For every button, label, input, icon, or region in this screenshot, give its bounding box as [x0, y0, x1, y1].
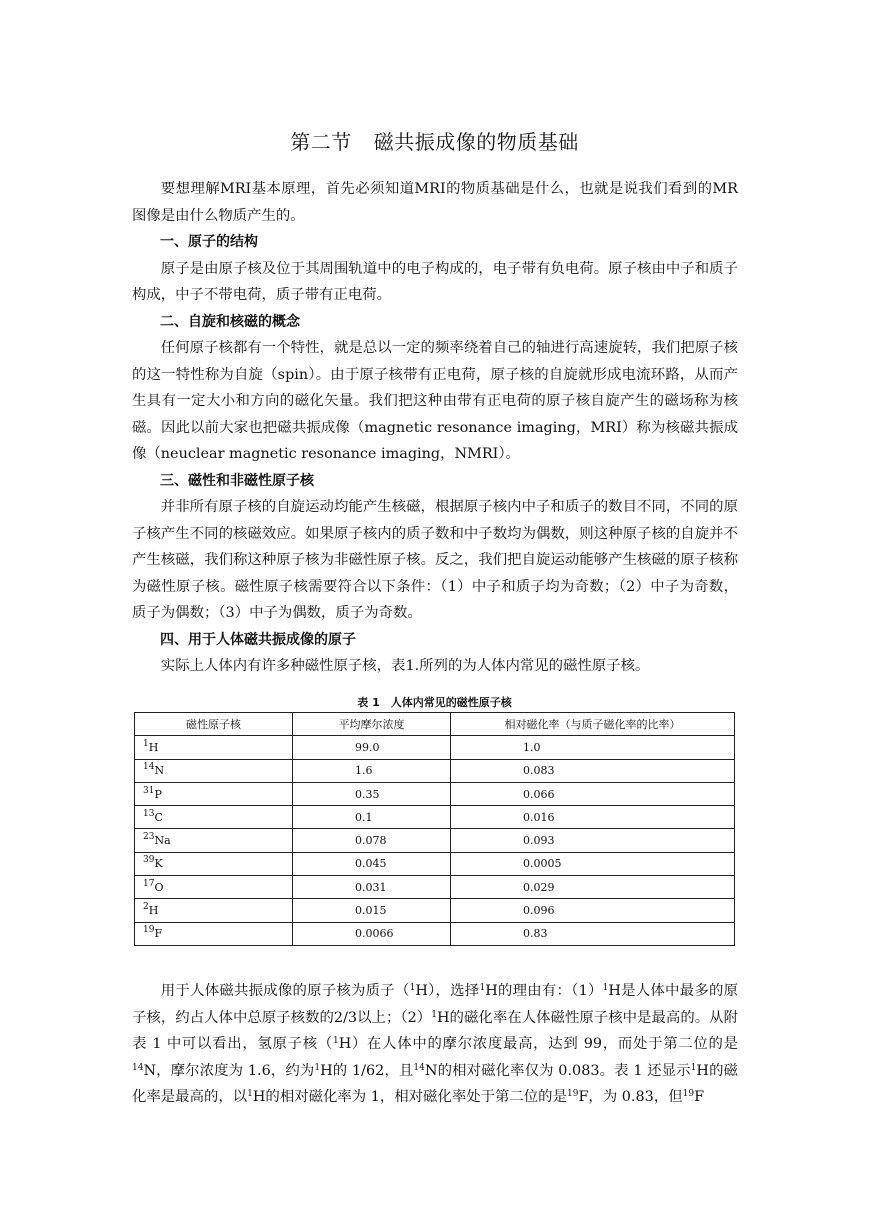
- element-symbol: O: [154, 880, 164, 894]
- section-title: 磁共振成像的物质基础: [373, 130, 579, 154]
- text-fragment: 用于人体磁共振成像的原子核为质子（: [160, 983, 410, 999]
- text-fragment: H的 1/62，且: [320, 1062, 414, 1079]
- cell-concentration: 0.015: [293, 899, 451, 922]
- superscript-mass-number: 1: [479, 983, 486, 993]
- article-body-bottom: [132, 978, 738, 1111]
- superscript-mass-number: 1: [431, 1009, 437, 1020]
- cell-nucleus: [135, 829, 293, 852]
- cell-nucleus: [135, 922, 293, 945]
- cell-relative-magnetization: 0.016: [451, 806, 735, 829]
- section-number: 第二节: [290, 130, 352, 154]
- text-fragment: H的相对磁化率为 1，相对磁化率处于第二位的是: [252, 1089, 567, 1105]
- superscript-mass-number: 1: [602, 983, 609, 993]
- text-fragment: F，为 0.83，但: [578, 1089, 683, 1105]
- mass-number: 14: [143, 762, 155, 773]
- text-fragment: H的磁化率是最高的，以: [132, 1062, 738, 1105]
- superscript-mass-number: 1: [314, 1062, 321, 1073]
- cell-relative-magnetization: 0.83: [451, 922, 735, 945]
- element-symbol: N: [154, 764, 165, 778]
- cell-concentration: 0.045: [293, 852, 451, 875]
- text-fragment: H），选择: [415, 983, 480, 999]
- mass-number: 19: [143, 925, 155, 936]
- table-row: [135, 899, 735, 922]
- cell-relative-magnetization: 0.093: [451, 829, 735, 852]
- element-symbol: H: [148, 904, 159, 918]
- section-paragraph-4: 实际上人体内有许多种磁性原子核，表1.所列的为人体内常见的磁性原子核。: [160, 658, 650, 674]
- cell-concentration: 0.078: [293, 829, 451, 852]
- cell-nucleus: [135, 876, 293, 899]
- section-paragraph-2: 任何原子核都有一个特性，就是总以一定的频率绕着自己的轴进行高速旋转，我们把原子核的这一特性称为自旋（spin）。由于原子核带有正电荷，原子核的自旋就形成电流环路，从而产生具有一定大小和方向的磁化矢量。我们把这种由带有正电荷的原子核自旋产生的磁场称为核磁。因此以前大家也把磁共振成像（magnetic resonance imaging，MRI）称为核磁共振成像（neuclear magnetic resonance imaging，NMRI）。: [132, 340, 738, 462]
- closing-paragraph: [132, 978, 738, 1111]
- table-row: [135, 922, 735, 945]
- superscript-mass-number: 1: [409, 983, 416, 993]
- article-body-top: [132, 176, 738, 680]
- cell-nucleus: [135, 806, 293, 829]
- text-fragment: H）在人体中的摩尔浓度最高，达到 99，而处于第二位的是: [338, 1036, 738, 1052]
- section-heading-4: 四、用于人体磁共振成像的原子: [160, 631, 356, 648]
- table-header-row: [135, 713, 735, 736]
- superscript-mass-number: 19: [682, 1089, 695, 1099]
- cell-relative-magnetization: 0.083: [451, 759, 735, 782]
- text-fragment: N的相对磁化率仅为 0.083。表 1 还显示: [424, 1062, 691, 1079]
- table-caption: 表 1 人体内常见的磁性原子核: [357, 696, 512, 709]
- section-paragraph-1: 原子是由原子核及位于其周围轨道中的电子构成的，电子带有负电荷。原子核由中子和质子构成，中子不带电荷，质子带有正电荷。: [132, 260, 738, 303]
- element-symbol: H: [148, 740, 159, 754]
- text-fragment: H是人体中最多的原子核，约占人体中总原子核数的2/3以上；（2）: [132, 983, 738, 1026]
- cell-concentration: 0.35: [293, 782, 451, 805]
- text-fragment: N，摩尔浓度为 1.6，约为: [143, 1062, 315, 1079]
- table-row: [135, 876, 735, 899]
- superscript-mass-number: 1: [247, 1089, 253, 1099]
- superscript-mass-number: 1: [332, 1036, 339, 1046]
- cell-concentration: 1.6: [293, 759, 451, 782]
- cell-concentration: 0.1: [293, 806, 451, 829]
- superscript-mass-number: 19: [566, 1089, 579, 1099]
- mass-number: 1: [143, 738, 149, 749]
- section-heading-1: 一、原子的结构: [160, 234, 258, 250]
- section-paragraph-3: 并非所有原子核的自旋运动均能产生核磁，根据原子核内中子和质子的数目不同，不同的原子核产生不同的核磁效应。如果原子核内的质子数和中子数均为偶数，则这种原子核的自旋并不产生核磁，我们称这种原子核为非磁性原子核。反之，我们把自旋运动能够产生核磁的原子核称为磁性原子核。磁性原子核需要符合以下条件：（1）中子和质子均为奇数；（2）中子为奇数，质子为偶数；（3）中子为偶数，质子为奇数。: [132, 499, 738, 621]
- element-symbol: K: [154, 857, 163, 871]
- mass-number: 39: [143, 855, 155, 866]
- cell-relative-magnetization: 0.029: [451, 876, 735, 899]
- text-fragment: H的理由有：（1）: [485, 983, 603, 999]
- superscript-mass-number: 14: [132, 1062, 144, 1073]
- mass-number: 2: [143, 902, 149, 913]
- cell-concentration: 0.031: [293, 876, 451, 899]
- cell-concentration: 99.0: [293, 736, 451, 759]
- table-row: [135, 782, 735, 805]
- table-row: [135, 736, 735, 759]
- element-symbol: Na: [154, 834, 171, 848]
- element-symbol: C: [154, 810, 163, 824]
- cell-nucleus: [135, 736, 293, 759]
- cell-nucleus: [135, 759, 293, 782]
- text-fragment: F: [694, 1089, 705, 1105]
- text-fragment: H的磁化率在人体磁性原子核中是最高的。从附表 1 中可以看出，氢原子核（: [132, 1009, 738, 1052]
- element-symbol: P: [154, 787, 162, 801]
- mass-number: 23: [143, 832, 155, 843]
- cell-relative-magnetization: 0.066: [451, 782, 735, 805]
- cell-concentration: 0.0066: [293, 922, 451, 945]
- cell-relative-magnetization: 0.096: [451, 899, 735, 922]
- cell-nucleus: [135, 782, 293, 805]
- table-row: [135, 829, 735, 852]
- mass-number: 31: [143, 785, 155, 796]
- superscript-mass-number: 14: [413, 1062, 425, 1073]
- table-row: [135, 852, 735, 875]
- table-body: [135, 736, 735, 946]
- table-row: [135, 759, 735, 782]
- nuclei-table: [134, 712, 735, 946]
- table-row: [135, 806, 735, 829]
- table-header-nucleus: 磁性原子核: [135, 713, 293, 736]
- mass-number: 17: [143, 878, 155, 889]
- section-heading-3: 三、磁性和非磁性原子核: [160, 472, 314, 489]
- table-header-relative-magnetization: 相对磁化率（与质子磁化率的比率）: [451, 713, 735, 736]
- cell-relative-magnetization: 0.0005: [451, 852, 735, 875]
- mass-number: 13: [143, 808, 155, 819]
- cell-nucleus: [135, 852, 293, 875]
- table-header-concentration: 平均摩尔浓度: [293, 713, 451, 736]
- intro-paragraph: 要想理解MRI基本原理，首先必须知道MRI的物质基础是什么，也就是说我们看到的MR图像是由什么物质产生的。: [132, 181, 738, 224]
- element-symbol: F: [154, 927, 163, 941]
- cell-relative-magnetization: 1.0: [451, 736, 735, 759]
- page-title: [0, 126, 869, 155]
- section-heading-2: 二、自旋和核磁的概念: [160, 313, 300, 330]
- cell-nucleus: [135, 899, 293, 922]
- superscript-mass-number: 1: [690, 1062, 697, 1073]
